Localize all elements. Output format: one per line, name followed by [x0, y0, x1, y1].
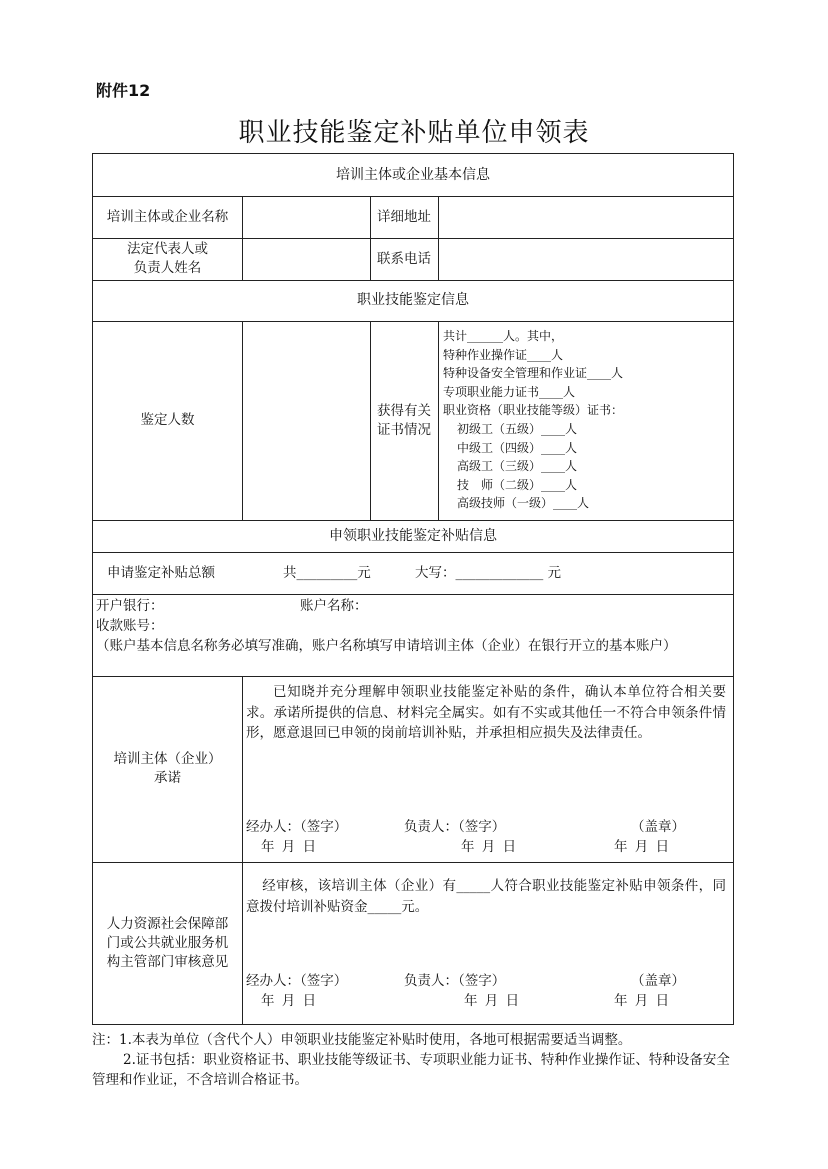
footnote-2: 2.证书包括：职业资格证书、职业技能等级证书、专项职业能力证书、特种作业操作证、特种设备安全管理和作业证，不含培训合格证书。 — [92, 1052, 730, 1088]
footnote-1: 注：1.本表为单位（含代个人）申领职业技能鉴定补贴时使用，各地可根据需要适当调整。 — [92, 1032, 632, 1048]
total-subsidy-amount[interactable]: 共_________元 — [283, 565, 371, 581]
appraisal-count-field[interactable] — [243, 322, 370, 520]
cert-line: 特种作业操作证____人 — [443, 347, 564, 362]
commitment-leader-sign[interactable]: 负责人：（签字） — [404, 819, 506, 835]
bank-label: 开户银行： — [96, 598, 164, 614]
commitment-label-line1: 培训主体（企业） — [113, 751, 222, 767]
legal-rep-label-line2: 负责人姓名 — [133, 260, 202, 276]
certificate-status-label — [370, 321, 438, 520]
form-title: 职业技能鉴定补贴单位申领表 — [238, 118, 590, 148]
review-label-line3: 构主管部门审核意见 — [106, 953, 229, 970]
review-label-line1: 人力资源社会保障部 — [106, 915, 229, 932]
review-seal[interactable]: （盖章） — [631, 973, 685, 989]
legal-representative-label — [93, 238, 242, 280]
cert-line: 高级技师（一级）____人 — [457, 496, 590, 511]
cert-line: 特种设备安全管理和作业证____人 — [443, 366, 624, 381]
cert-line: 专项职业能力证书____人 — [443, 384, 576, 399]
cert-label-line2: 证书情况 — [377, 421, 431, 438]
commitment-seal[interactable]: （盖章） — [631, 819, 685, 835]
section-header-basic-info: 培训主体或企业基本信息 — [336, 166, 490, 183]
commitment-label-line2: 承诺 — [154, 770, 181, 786]
account-name-label: 账户名称： — [300, 598, 368, 614]
row-divider — [93, 552, 733, 553]
review-seal-date[interactable]: 年 月 日 — [614, 993, 670, 1009]
commitment-text: 已知晓并充分理解申领职业技能鉴定补贴的条件，确认本单位符合相关要求。承诺所提供的信息、材料完全属实。如有不实或其他任一不符合申领条件情形，愿意退回已申领的岗前培训补贴，并承担相应损失及法律责任。 — [246, 684, 726, 741]
cert-line: 职业资格（职业技能等级）证书： — [443, 403, 624, 418]
legal-rep-label-line1: 法定代表人或 — [127, 241, 208, 257]
review-handler-date[interactable]: 年 月 日 — [261, 993, 317, 1009]
commitment-handler-sign[interactable]: 经办人：（签字） — [246, 819, 348, 835]
cert-line: 高级工（三级）____人 — [457, 459, 578, 474]
cert-line: 技 师（二级）____人 — [457, 477, 578, 492]
section-header-appraisal-info: 职业技能鉴定信息 — [357, 292, 469, 308]
total-subsidy-label: 申请鉴定补贴总额 — [107, 565, 215, 581]
commitment-label — [93, 676, 242, 862]
application-form-table — [92, 153, 734, 1025]
cert-line: 共计______人。其中， — [443, 329, 564, 343]
commitment-seal-date[interactable]: 年 月 日 — [614, 839, 670, 855]
appraisal-count-label: 鉴定人数 — [140, 412, 195, 428]
entity-name-field[interactable] — [243, 197, 370, 238]
col-divider — [438, 321, 439, 520]
attachment-label: 附件12 — [96, 81, 151, 100]
phone-field[interactable] — [439, 239, 733, 280]
cert-label-line1: 获得有关 — [377, 402, 431, 419]
review-label-line2: 门或公共就业服务机 — [106, 934, 229, 951]
phone-label: 联系电话 — [377, 250, 431, 267]
review-text: 经审核，该培训主体（企业）有_____人符合职业技能鉴定补贴申领条件，同意拨付培训补贴资金_____元。 — [246, 878, 726, 915]
address-label: 详细地址 — [377, 208, 431, 225]
entity-name-label: 培训主体或企业名称 — [106, 208, 229, 225]
footnotes — [92, 1030, 732, 1090]
col-divider — [242, 676, 243, 1024]
review-leader-date[interactable]: 年 月 日 — [464, 993, 520, 1009]
cert-line: 中级工（四级）____人 — [457, 440, 578, 455]
review-leader-sign[interactable]: 负责人：（签字） — [404, 973, 506, 989]
account-number-label: 收款账号： — [96, 618, 164, 634]
account-note: （账户基本信息名称务必填写准确，账户名称填写申请培训主体（企业）在银行开立的基本账户） — [96, 638, 677, 654]
commitment-handler-date[interactable]: 年 月 日 — [261, 839, 317, 855]
address-field[interactable] — [439, 197, 733, 238]
legal-representative-field[interactable] — [243, 239, 370, 280]
review-label — [93, 862, 242, 1024]
section-header-subsidy-info: 申领职业技能鉴定补贴信息 — [329, 527, 497, 544]
row-divider — [93, 594, 733, 595]
cert-line: 初级工（五级）____人 — [457, 421, 578, 436]
review-handler-sign[interactable]: 经办人：（签字） — [246, 973, 348, 989]
certificate-breakdown[interactable] — [443, 327, 729, 513]
commitment-leader-date[interactable]: 年 月 日 — [461, 839, 517, 855]
total-subsidy-capital[interactable]: 大写：_____________ 元 — [415, 565, 562, 581]
